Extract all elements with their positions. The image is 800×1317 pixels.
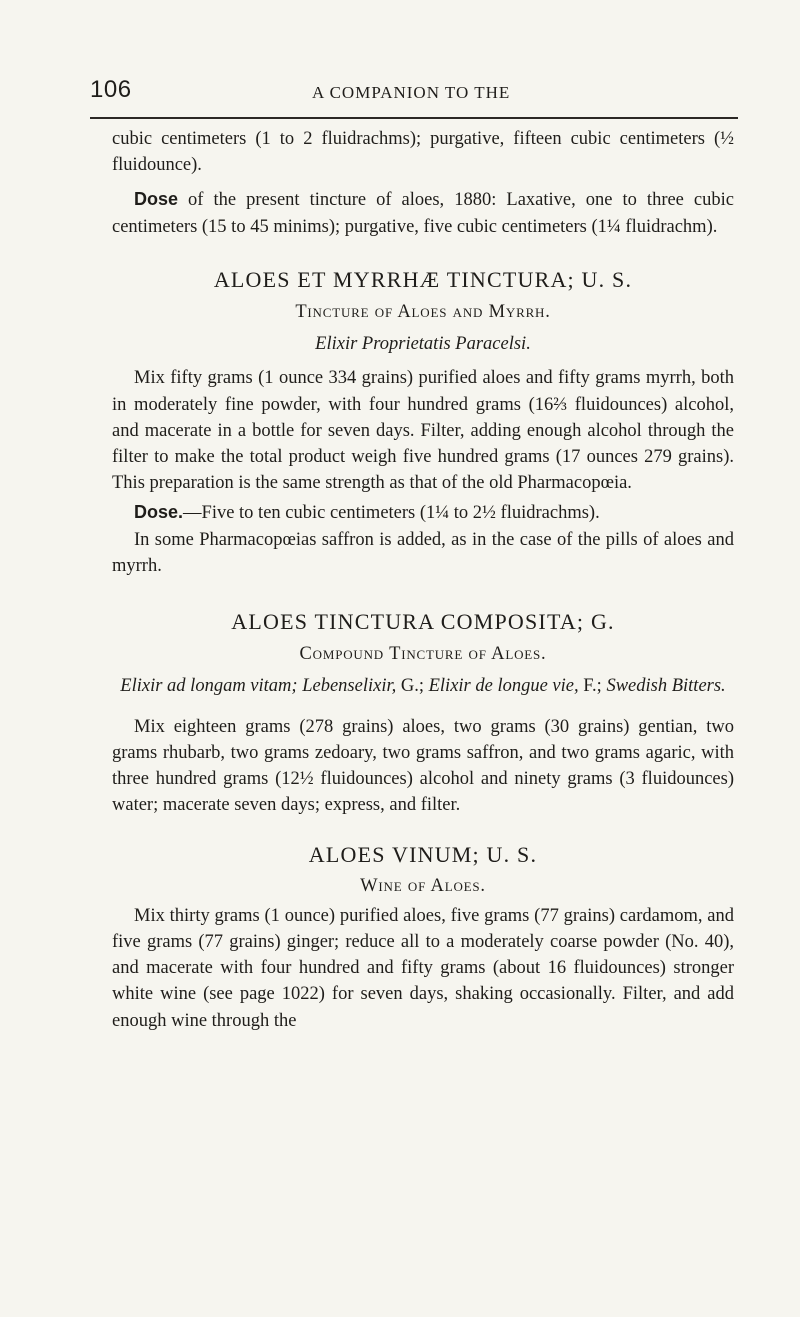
section-title-aloes-myrrh: ALOES ET MYRRHÆ TINCTURA; U. S. [213, 266, 633, 292]
note-aloes-myrrh: In some Pharmacopœias saffron is added, as in the case of the pills of aloes and myrrh. [112, 529, 734, 576]
recipe-aloes-myrrh: Mix fifty grams (1 ounce 334 grains) purified aloes and fifty grams myrrh, both in moderately fine powder, with four hundred grams (16⅔ fluidounces) alcohol, and macerate in a bottle for seven days. Filter, adding enough alcohol through the filter to make the total product weigh five hundred grams (17 ounces 279 grains). This preparation is the same strength as that of the old Pharmacopœia. [112, 368, 734, 494]
synonym-lebenselixir: Lebenselixir, [302, 676, 397, 697]
dose-1880-text: of the present tincture of aloes, 1880: Laxative, one to three cubic centimeters (15 to 45 minims); purgative, five cubic centimeters (1¼ fluidrachm). [112, 190, 734, 237]
page-body [112, 126, 734, 1034]
section-subtitle-aloes-myrrh: Tincture of Aloes and Myrrh. [295, 302, 551, 323]
recipe-compound-tincture: Mix eighteen grams (278 grains) aloes, two grams (30 grains) gentian, two grams rhubarb, two grams zedoary, two grams saffron, and two grams agaric, with three hundred grams (12½ fluidounces) alcohol and ninety grams (3 fluidounces) water; macerate seven days; express, and filter. [112, 716, 734, 816]
page-number: 106 [90, 76, 132, 103]
dose-keyword: Dose. [134, 502, 184, 523]
continued-paragraph: cubic centimeters (1 to 2 fluidrachms); purgative, fifteen cubic centimeters (½ fluidounce). [112, 129, 734, 176]
synonym-elixir-ad-longam-vitam: Elixir ad longam vitam; [120, 676, 298, 697]
dose-keyword: Dose [134, 189, 179, 210]
synonym-swedish-bitters: Swedish Bitters. [606, 676, 726, 697]
synonym-tag-f: F.; [578, 676, 602, 697]
synonym-elixir-de-longue-vie: Elixir de longue vie, [428, 676, 579, 697]
section-title-wine-of-aloes: ALOES VINUM; U. S. [308, 842, 538, 868]
recipe-wine-of-aloes: Mix thirty grams (1 ounce) purified aloes, five grams (77 grains) cardamom, and five grams (77 grains) ginger; reduce all to a moderately coarse powder (No. 40), and macerate with four hundred and fifty grams (about 16 fluidounces) stronger white wine (see page 1022) for seven days, shaking occasionally. Filter, and add enough wine through the [112, 905, 734, 1031]
running-head: A COMPANION TO THE [312, 83, 511, 102]
synonym-tag-g: G.; [396, 676, 429, 697]
section-subtitle-compound-tincture: Compound Tincture of Aloes. [299, 644, 547, 665]
section-subtitle-wine-of-aloes: Wine of Aloes. [360, 875, 486, 896]
page-header [90, 76, 736, 110]
synonym-aloes-myrrh: Elixir Proprietatis Paracelsi. [315, 334, 531, 355]
synonyms-compound-tincture [112, 673, 734, 699]
header-rule [90, 117, 738, 119]
dose-aloes-myrrh-text: —Five to ten cubic centimeters (1¼ to 2½ fluidrachms). [183, 503, 600, 524]
section-title-compound-tincture: ALOES TINCTURA COMPOSITA; G. [231, 609, 615, 635]
dose-1880-paragraph [112, 186, 734, 239]
dose-aloes-myrrh [112, 499, 734, 526]
